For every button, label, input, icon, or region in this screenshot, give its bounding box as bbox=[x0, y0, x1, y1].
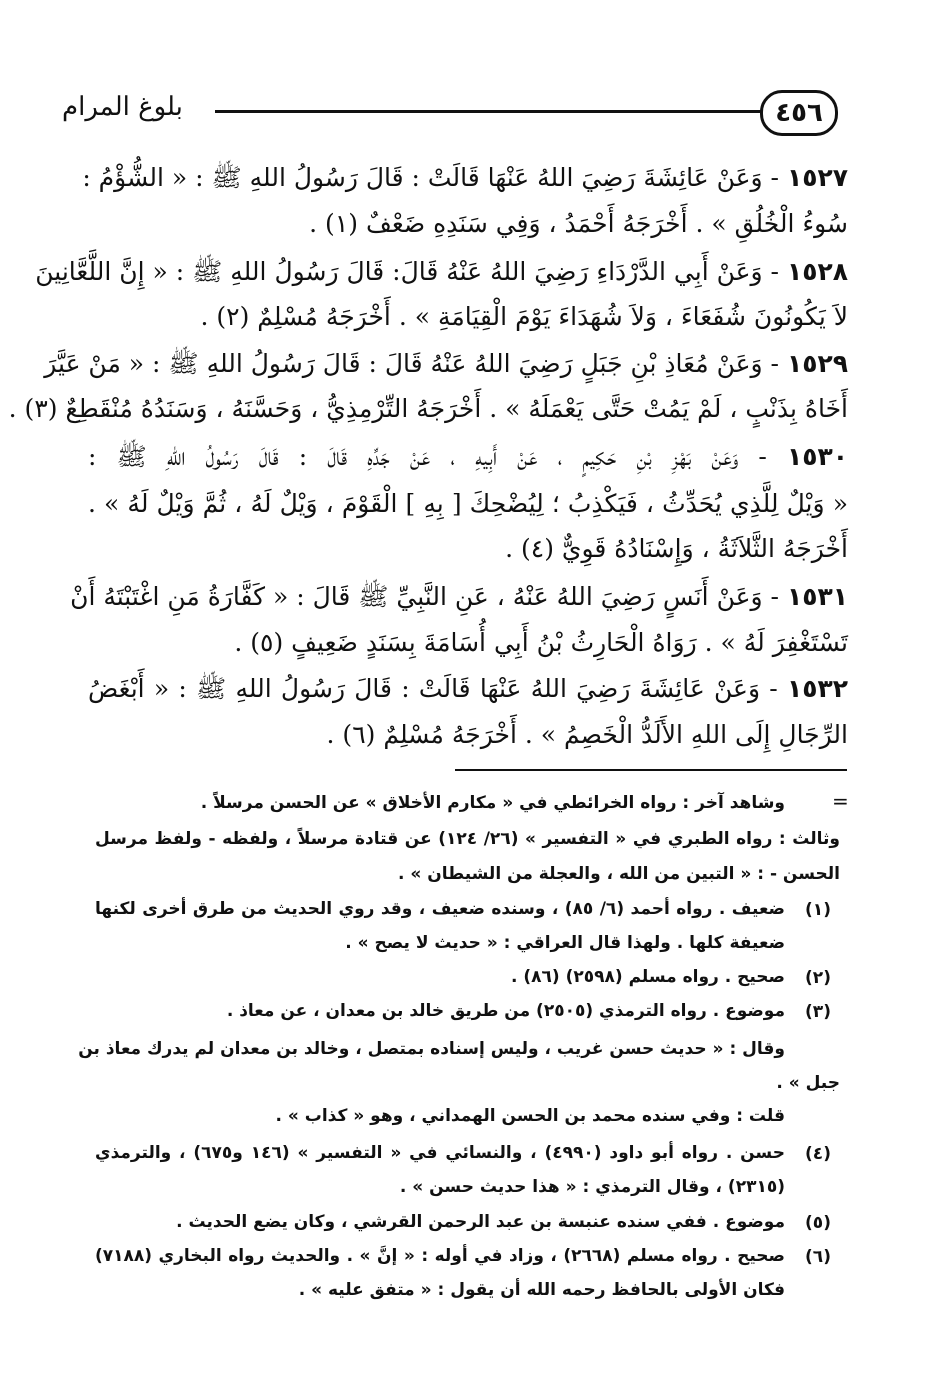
footnote-continuation-line-2: وثالث : رواه الطبري في « التفسير » (٢٦/ ١٢٤) عن قتادة مرسلاً ، ولفظه - ولفظ مرسل bbox=[95, 829, 840, 849]
footnote-separator bbox=[455, 769, 847, 771]
hadith-text: - وَعَنْ عَائِشَةَ رَضِيَ اللهُ عَنْهَا قَالَتْ : قَالَ رَسُولُ اللهِ ﷺ : « أَبْغَضُ bbox=[88, 674, 778, 703]
hadith-1531-line-1 bbox=[70, 582, 848, 611]
hadith-1530-line-2: « وَيْلٌ لِلَّذِي يُحَدِّثُ ، فَيَكْذِبُ ؛ لِيُضْحِكَ [ بِهِ ] الْقَوْمَ ، وَيْلٌ لَهُ ، ثُمَّ وَيْلٌ لَهُ » . bbox=[88, 489, 848, 518]
footnote-number: (٤) bbox=[805, 1144, 831, 1164]
hadith-1531-line-2: تَسْتَغْفِرَ لَهُ » . رَوَاهُ الْحَارِثُ بْنُ أَبِي أُسَامَةَ بِسَنَدٍ ضَعِيفٍ (٥) . bbox=[234, 628, 848, 657]
hadith-1527-line-1 bbox=[82, 163, 848, 192]
hadith-number: ١٥٣١ bbox=[786, 582, 848, 611]
hadith-1528-line-1 bbox=[35, 257, 848, 286]
footnote-3-line-2: وقال : « حديث حسن غريب ، وليس إسناده بمتصل ، وخالد بن معدان لم يدرك معاذ بن bbox=[78, 1039, 785, 1059]
footnote-6-line-1: صحيح . رواه مسلم (٢٦٦٨) ، وزاد في أوله : « إنَّ » . والحديث رواه البخاري (٧١٨٨) bbox=[95, 1246, 785, 1266]
footnote-2-line-1: صحيح . رواه مسلم (٢٥٩٨) (٨٦) . bbox=[511, 967, 785, 987]
hadith-number: ١٥٣٠ bbox=[786, 442, 848, 471]
page-number-badge bbox=[760, 90, 838, 136]
header-rule bbox=[215, 110, 767, 113]
hadith-1527-line-2: سُوءُ الْخُلُقِ » . أَخْرَجَهُ أَحْمَدُ ، وَفِي سَنَدِهِ ضَعْفٌ (١) . bbox=[309, 209, 848, 238]
footnote-1-line-1: ضعيف . رواه أحمد (٦/ ٨٥) ، وسنده ضعيف ، وقد روي الحديث من طرق أخرى لكنها bbox=[95, 899, 785, 919]
footnote-number: (٥) bbox=[805, 1213, 831, 1233]
footnote-number: (٦) bbox=[805, 1247, 831, 1267]
hadith-1530-line-3: أَخْرَجَهُ الثَّلاَثَةُ ، وَإِسْنَادُهُ قَوِيٌّ (٤) . bbox=[505, 534, 848, 563]
footnote-4-line-2: (٢٣١٥) ، وقال الترمذي : « هذا حديث حسن » . bbox=[399, 1177, 785, 1197]
continuation-mark: = bbox=[832, 789, 849, 813]
hadith-number: ١٥٢٨ bbox=[786, 257, 848, 286]
footnote-6-line-2: فكان الأولى بالحافظ رحمه الله أن يقول : « متفق عليه » . bbox=[298, 1280, 785, 1300]
hadith-1529-line-2: أَخَاهُ بِذَنْبٍ ، لَمْ يَمُتْ حَتَّى يَعْمَلَهُ » . أَخْرَجَهُ التِّرْمِذِيُّ ، وَحَسَّنَهُ ، وَسَنَدُهُ مُنْقَطِعٌ (٣) . bbox=[8, 394, 848, 423]
hadith-text: - وَعَنْ عَائِشَةَ رَضِيَ اللهُ عَنْهَا قَالَتْ : قَالَ رَسُولُ اللهِ ﷺ : « الشُّؤْمُ : bbox=[82, 163, 779, 192]
hadith-text: - وَعَنْ بَهْزِ بْنِ حَكِيمٍ ، عَنْ أَبِيهِ ، عَنْ جَدِّهِ قَالَ : قَالَ رَسُولُ اللهِ ﷺ : bbox=[88, 442, 767, 471]
hadith-1528-line-2: لاَ يَكُونُونَ شُفَعَاءَ ، وَلاَ شُهَدَاءَ يَوْمَ الْقِيَامَةِ » . أَخْرَجَهُ مُسْلِمٌ (٢) . bbox=[200, 302, 848, 331]
page-number: ٤٥٦ bbox=[775, 98, 823, 128]
footnote-continuation-line-3: الحسن - : « التبين من الله ، والعجلة من الشيطان » . bbox=[397, 864, 840, 884]
hadith-number: ١٥٢٧ bbox=[786, 163, 848, 192]
footnote-1-line-2: ضعيفة كلها . ولهذا قال العراقي : « حديث لا يصح » . bbox=[345, 933, 785, 953]
hadith-number: ١٥٣٢ bbox=[786, 674, 848, 703]
hadith-1532-line-2: الرِّجَالِ إِلَى اللهِ الأَلَدُّ الْخَصِمُ » . أَخْرَجَهُ مُسْلِمٌ (٦) . bbox=[326, 720, 848, 749]
footnote-4-line-1: حسن . رواه أبو داود (٤٩٩٠) ، والنسائي في « التفسير » (١٤٦ و٦٧٥) ، والترمذي bbox=[95, 1143, 785, 1163]
hadith-1529-line-1 bbox=[44, 349, 848, 378]
footnote-number: (٢) bbox=[805, 968, 831, 988]
hadith-1530-line-1 bbox=[88, 443, 848, 471]
hadith-text: - وَعَنْ مُعَاذِ بْنِ جَبَلٍ رَضِيَ اللهُ عَنْهُ قَالَ : قَالَ رَسُولُ اللهِ ﷺ : « مَنْ عَيَّرَ bbox=[44, 349, 779, 378]
footnote-number: (٣) bbox=[805, 1002, 831, 1022]
hadith-text: - وَعَنْ أَنَسٍ رَضِيَ اللهُ عَنْهُ ، عَنِ النَّبِيِّ ﷺ قَالَ : « كَفَّارَةُ مَنِ اغْتَبْتَهُ أَنْ bbox=[70, 582, 779, 611]
footnote-3-line-4: قلت : وفي سنده محمد بن الحسن الهمداني ، وهو « كذاب » . bbox=[275, 1106, 785, 1126]
hadith-number: ١٥٢٩ bbox=[786, 349, 848, 378]
running-title: بلوغ المرام bbox=[62, 92, 183, 122]
hadith-text: - وَعَنْ أَبِي الدَّرْدَاءِ رَضِيَ اللهُ عَنْهُ قَالَ: قَالَ رَسُولُ اللهِ ﷺ : « إِنَّ اللَّعَّانِينَ bbox=[35, 257, 779, 286]
footnote-number: (١) bbox=[805, 900, 831, 920]
footnote-continuation-line-1: وشاهد آخر : رواه الخرائطي في « مكارم الأخلاق » عن الحسن مرسلاً . bbox=[200, 793, 785, 813]
footnote-3-line-3: جبل » . bbox=[776, 1073, 840, 1093]
footnote-5-line-1: موضوع . ففي سنده عنبسة بن عبد الرحمن القرشي ، وكان يضع الحديث . bbox=[176, 1212, 785, 1232]
hadith-1532-line-1 bbox=[88, 675, 848, 703]
footnote-3-line-1: موضوع . رواه الترمذي (٢٥٠٥) من طريق خالد بن معدان ، عن معاذ . bbox=[226, 1001, 785, 1021]
